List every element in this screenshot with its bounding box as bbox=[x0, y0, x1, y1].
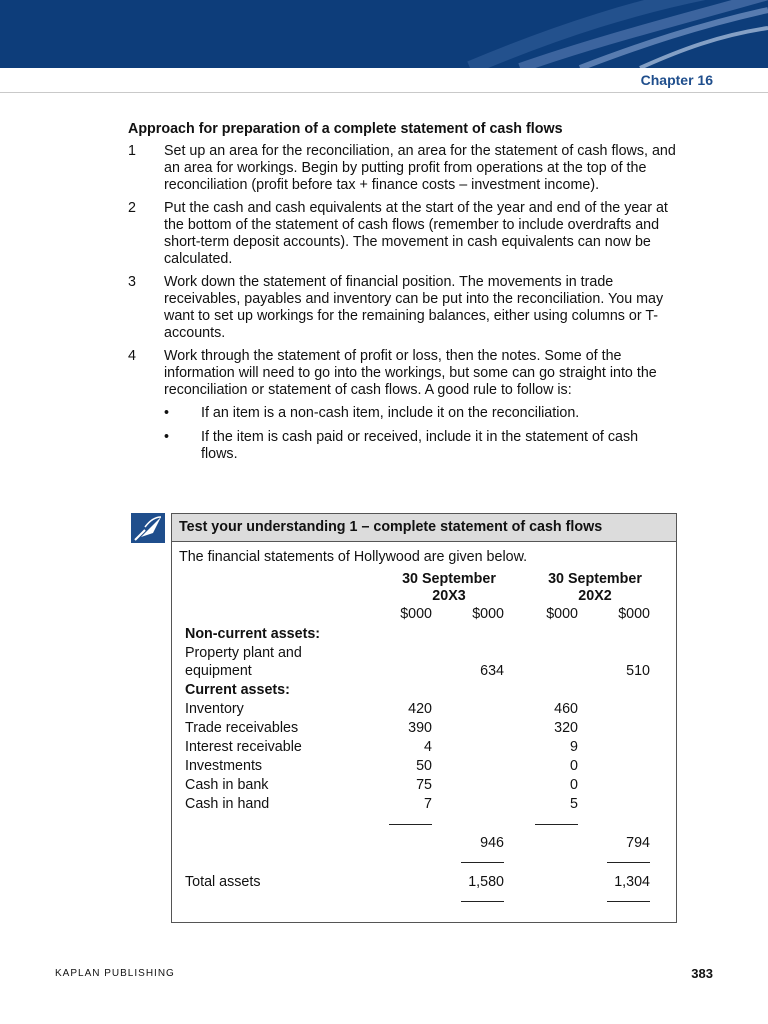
page-number: 383 bbox=[691, 966, 713, 981]
value-20x2: 320 bbox=[554, 720, 578, 736]
tyu-box bbox=[171, 513, 677, 923]
value-20x3: 50 bbox=[416, 758, 432, 774]
total-rule bbox=[607, 901, 650, 902]
row-label: Investments bbox=[185, 758, 263, 774]
total-rule bbox=[461, 901, 504, 902]
row-label: Cash in bank bbox=[185, 777, 269, 793]
value-20x2: 9 bbox=[570, 739, 578, 755]
chapter-label: Chapter 16 bbox=[640, 72, 713, 88]
unit-label: $000 bbox=[472, 606, 504, 622]
value-20x2: 0 bbox=[570, 758, 578, 774]
section-heading-current: Current assets: bbox=[185, 682, 290, 698]
value-ppe-20x2: 510 bbox=[626, 663, 650, 679]
step-item bbox=[128, 200, 678, 268]
bullet-text: If the item is cash paid or received, include it in the statement of cash flows. bbox=[201, 429, 639, 462]
subtotal-rule bbox=[461, 862, 504, 863]
row-label: Inventory bbox=[185, 701, 244, 717]
bullet-icon: • bbox=[164, 429, 170, 445]
section-heading-non-current: Non-current assets: bbox=[185, 626, 321, 642]
publisher-label: KAPLAN PUBLISHING bbox=[55, 968, 175, 979]
bullet-item bbox=[164, 429, 678, 463]
header-banner bbox=[0, 0, 768, 68]
step-item bbox=[128, 143, 678, 194]
subtotal-rule bbox=[389, 824, 432, 825]
bullet-item bbox=[164, 405, 678, 422]
current-total-20x3: 946 bbox=[480, 835, 504, 851]
subtotal-rule bbox=[607, 862, 650, 863]
value-20x3: 420 bbox=[408, 701, 432, 717]
unit-label: $000 bbox=[400, 606, 432, 622]
step-item bbox=[128, 348, 678, 399]
total-assets-20x3: 1,580 bbox=[468, 874, 504, 890]
step-text: Work down the statement of financial position. The movements in trade receivables, payables and inventory can be put into the reconciliation. You may want to set up workings for the remaining balances, either using columns or T-accounts. bbox=[164, 274, 664, 341]
value-20x2: 0 bbox=[570, 777, 578, 793]
bullet-icon: • bbox=[164, 405, 170, 421]
value-20x3: 75 bbox=[416, 777, 432, 793]
value-20x3: 390 bbox=[408, 720, 432, 736]
approach-section bbox=[128, 121, 678, 470]
rule-bullets bbox=[164, 405, 678, 463]
col-heading-20x3-line1: 30 September bbox=[402, 571, 496, 587]
step-number: 2 bbox=[128, 200, 136, 216]
current-total-20x2: 794 bbox=[626, 835, 650, 851]
row-label-ppe-line1: Property plant and bbox=[185, 645, 302, 661]
tyu-title: Test your understanding 1 – complete statement of cash flows bbox=[172, 514, 676, 542]
row-label: Cash in hand bbox=[185, 796, 270, 812]
step-number: 1 bbox=[128, 143, 136, 159]
banner-swoosh-graphic bbox=[0, 0, 768, 68]
subtotal-rule bbox=[535, 824, 578, 825]
total-assets-20x2: 1,304 bbox=[614, 874, 650, 890]
unit-label: $000 bbox=[546, 606, 578, 622]
row-label-total-assets: Total assets bbox=[185, 874, 261, 890]
tyu-rocket-icon bbox=[131, 513, 165, 543]
approach-title: Approach for preparation of a complete statement of cash flows bbox=[128, 121, 563, 137]
value-20x3: 4 bbox=[424, 739, 432, 755]
financial-position-table bbox=[172, 514, 676, 922]
col-heading-20x3-line2: 20X3 bbox=[432, 588, 466, 604]
step-text: Work through the statement of profit or loss, then the notes. Some of the information will need to go into the workings, but some can go straight into the reconciliation or statement of cash flows. A good rule to follow is: bbox=[164, 348, 657, 398]
step-number: 4 bbox=[128, 348, 136, 364]
row-label: Trade receivables bbox=[185, 720, 299, 736]
unit-label: $000 bbox=[618, 606, 650, 622]
header-rule bbox=[0, 92, 768, 93]
col-heading-20x2-line2: 20X2 bbox=[578, 588, 612, 604]
step-number: 3 bbox=[128, 274, 136, 290]
bullet-text: If an item is a non-cash item, include it on the reconciliation. bbox=[201, 405, 580, 421]
row-label: Interest receivable bbox=[185, 739, 302, 755]
step-text: Set up an area for the reconciliation, an area for the statement of cash flows, and an area for workings. Begin by putting profit from operations at the top of the reconciliation (profit before tax + finance costs – investment income). bbox=[164, 143, 676, 193]
value-20x2: 460 bbox=[554, 701, 578, 717]
value-20x3: 7 bbox=[424, 796, 432, 812]
step-text: Put the cash and cash equivalents at the start of the year and end of the year at the bottom of the statement of cash flows (remember to include overdrafts and short-term deposit accounts). The movement in cash equivalents can now be calculated. bbox=[164, 200, 668, 267]
col-heading-20x2-line1: 30 September bbox=[548, 571, 642, 587]
value-20x2: 5 bbox=[570, 796, 578, 812]
tyu-intro: The financial statements of Hollywood are given below. bbox=[179, 549, 528, 565]
step-item bbox=[128, 274, 678, 342]
row-label-ppe-line2: equipment bbox=[185, 663, 252, 679]
value-ppe-20x3: 634 bbox=[480, 663, 504, 679]
